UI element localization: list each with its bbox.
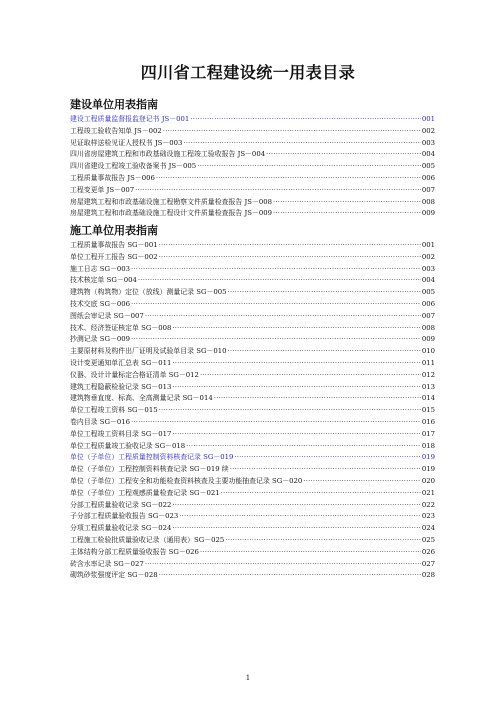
toc-entry-title: 仪器、设计计量标定合格证清单 SG－012 — [70, 370, 199, 379]
toc-entry-page: 001 — [421, 115, 435, 123]
toc-list-construction-unit — [70, 114, 435, 220]
toc-entry — [70, 488, 435, 500]
toc-entry-page: 018 — [421, 441, 435, 450]
toc-dot-leader — [145, 311, 421, 323]
toc-entry — [70, 370, 435, 382]
toc-dot-leader — [138, 275, 421, 287]
toc-entry-title: 四川省建设工程竣工验收备案书 JS－005 — [70, 162, 197, 171]
toc-entry — [70, 500, 435, 512]
toc-dot-leader — [214, 393, 421, 405]
toc-entry-page: 009 — [421, 209, 435, 218]
toc-dot-leader — [159, 405, 421, 417]
toc-entry-page: 008 — [421, 323, 435, 332]
toc-entry — [70, 185, 435, 197]
toc-entry-page: 002 — [421, 252, 435, 261]
toc-entry — [70, 208, 435, 220]
toc-dot-leader — [266, 149, 421, 161]
toc-entry — [70, 382, 435, 394]
toc-entry-title: 主体结构分部工程质量验收报告 SG－026 — [70, 547, 199, 556]
toc-entry — [70, 559, 435, 571]
toc-entry-page: 020 — [421, 476, 435, 485]
toc-entry-title: 子分部工程质量验收报告 SG－023 — [70, 512, 179, 521]
toc-entry-title: 单位（子单位）工程安全和功能检查资料核查及主要功能抽查记录 SG－020 — [70, 476, 303, 485]
toc-entry-title: 单位工程竣工资料 SG－015 — [70, 406, 158, 415]
toc-entry-title: 单位工程质量竣工验收记录 SG－018 — [70, 441, 186, 450]
toc-entry-title: 砖含水率记录 SG－027 — [70, 559, 144, 568]
toc-entry-title: 抄测记录 SG－009 — [70, 335, 131, 344]
toc-dot-leader — [131, 299, 421, 311]
toc-entry-title: 分项工程质量验收记录 SG－024 — [70, 524, 172, 533]
toc-entry-title: 卷内目录 SG－016 — [70, 417, 131, 426]
toc-entry-page: 001 — [421, 241, 435, 249]
toc-list-contractor-unit — [70, 240, 435, 582]
toc-entry — [70, 511, 435, 523]
section-heading-construction-unit: 建设单位用表指南 — [70, 98, 158, 111]
toc-entry-title: 建筑物垂直度、标高、全高测量记录 SG－014 — [70, 394, 213, 403]
toc-dot-leader — [156, 173, 421, 185]
toc-entry — [70, 393, 435, 405]
toc-dot-leader — [172, 382, 420, 394]
toc-dot-leader — [273, 197, 421, 209]
toc-entry-page: 021 — [421, 488, 435, 497]
toc-entry-page: 003 — [421, 264, 435, 273]
toc-entry — [70, 346, 435, 358]
toc-entry-title: 单位工程竣工资料目录 SG－017 — [70, 429, 172, 438]
toc-entry — [70, 405, 435, 417]
toc-entry-page: 005 — [421, 162, 435, 171]
toc-dot-leader — [197, 161, 421, 173]
toc-entry-page: 005 — [421, 288, 435, 297]
toc-entry-page: 004 — [421, 276, 435, 285]
toc-entry-title: 四川省房屋建筑工程和市政基础设施工程竣工验收报告 JS－004 — [70, 150, 266, 159]
toc-entry-page: 019 — [421, 465, 435, 474]
toc-dot-leader — [228, 287, 421, 299]
toc-dot-leader — [131, 264, 421, 276]
toc-entry — [70, 252, 435, 264]
toc-dot-leader — [230, 464, 421, 476]
toc-entry-title: 房屋建筑工程和市政基础设施工程设计文件质量检查报告 JS－009 — [70, 209, 272, 218]
toc-entry — [70, 464, 435, 476]
toc-entry-page: 011 — [421, 358, 435, 367]
toc-entry-title: 设计变更通知单汇总表 SG－011 — [70, 358, 172, 367]
toc-dot-leader — [186, 441, 421, 453]
toc-dot-leader — [172, 323, 420, 335]
toc-entry-page: 019 — [421, 453, 435, 462]
toc-dot-leader — [303, 476, 421, 488]
toc-dot-leader — [159, 570, 421, 582]
toc-entry-title: 技术、经济签证核定单 SG－008 — [70, 323, 172, 332]
toc-entry — [70, 358, 435, 370]
toc-entry — [70, 417, 435, 429]
toc-entry-title: 主要原材料及构件出厂证明及试验单目录 SG－010 — [70, 347, 227, 356]
toc-entry[interactable] — [70, 114, 435, 126]
toc-dot-leader — [234, 452, 420, 464]
toc-entry-title: 建筑工程隐蔽检验记录 SG－013 — [70, 382, 172, 391]
document-title: 四川省工程建设统一用表目录 — [140, 63, 356, 82]
toc-entry-page: 014 — [421, 394, 435, 403]
page-number: 1 — [245, 674, 251, 682]
toc-entry-title: 工程竣工验收告知单 JS－002 — [70, 126, 162, 135]
toc-entry-page: 025 — [421, 535, 435, 544]
toc-dot-leader — [179, 511, 421, 523]
toc-entry — [70, 311, 435, 323]
toc-entry-title: 分部工程质量验收记录 SG－022 — [70, 500, 172, 509]
toc-entry — [70, 173, 435, 185]
toc-entry-page: 007 — [421, 311, 435, 320]
toc-entry-page: 013 — [421, 382, 435, 391]
toc-entry-title: 房屋建筑工程和市政基础设施工程勘察文件质量检查报告 JS－008 — [70, 197, 272, 206]
toc-entry — [70, 570, 435, 582]
toc-dot-leader — [200, 547, 421, 559]
toc-entry-page: 002 — [421, 126, 435, 135]
toc-entry-page: 006 — [421, 299, 435, 308]
toc-dot-leader — [273, 208, 421, 220]
toc-entry — [70, 275, 435, 287]
toc-entry — [70, 334, 435, 346]
toc-entry — [70, 299, 435, 311]
toc-entry-title: 工程变更单 JS－007 — [70, 185, 135, 194]
toc-entry-page: 008 — [421, 197, 435, 206]
toc-dot-leader — [172, 358, 420, 370]
toc-entry-title: 单位（子单位）工程控制资料核查记录 SG－019 续 — [70, 465, 229, 474]
toc-entry-page: 023 — [421, 512, 435, 521]
toc-dot-leader — [131, 334, 421, 346]
toc-entry-page: 006 — [421, 173, 435, 182]
toc-dot-leader — [159, 252, 421, 264]
toc-entry — [70, 523, 435, 535]
toc-entry-title: 建筑物（构筑物）定位（放线）测量记录 SG－005 — [70, 288, 227, 297]
toc-entry-page: 024 — [421, 524, 435, 533]
toc-entry-title: 工程质量事故报告 JS－006 — [70, 173, 155, 182]
toc-entry-title: 建设工程质量监督报监登记书 JS－001 — [70, 115, 190, 123]
toc-entry-page: 016 — [421, 417, 435, 426]
toc-entry-page: 027 — [421, 559, 435, 568]
toc-dot-leader — [190, 114, 421, 126]
toc-entry-title: 技术核定单 SG－004 — [70, 276, 137, 285]
toc-entry — [70, 547, 435, 559]
toc-entry-title: 单位（子单位）工程观感质量检查记录 SG－021 — [70, 488, 220, 497]
toc-dot-leader — [163, 126, 421, 138]
toc-entry-title: 单位工程开工报告 SG－002 — [70, 252, 158, 261]
toc-entry — [70, 323, 435, 335]
toc-entry — [70, 535, 435, 547]
toc-entry-title: 施工日志 SG－003 — [70, 264, 131, 273]
toc-dot-leader — [172, 500, 420, 512]
toc-dot-leader — [159, 240, 421, 252]
toc-dot-leader — [145, 559, 421, 571]
toc-entry-page: 028 — [421, 571, 435, 580]
toc-entry-page: 010 — [421, 347, 435, 356]
toc-entry-title: 见证取样送检见证人授权书 JS－003 — [70, 138, 183, 147]
toc-entry-title: 砌筑砂浆强度评定 SG－028 — [70, 571, 158, 580]
toc-entry — [70, 287, 435, 299]
toc-entry[interactable] — [70, 452, 435, 464]
toc-dot-leader — [131, 417, 421, 429]
toc-entry — [70, 441, 435, 453]
toc-dot-leader — [135, 185, 421, 197]
toc-entry-page: 003 — [421, 138, 435, 147]
toc-dot-leader — [200, 370, 421, 382]
toc-entry-page: 012 — [421, 370, 435, 379]
toc-dot-leader — [228, 346, 421, 358]
toc-entry-title: 工程施工检验批质量验收记录（通用表）SG－025 — [70, 535, 225, 544]
toc-entry — [70, 138, 435, 150]
toc-entry — [70, 161, 435, 173]
toc-dot-leader — [221, 488, 421, 500]
toc-entry — [70, 197, 435, 209]
toc-entry-title: 技术交底 SG－006 — [70, 299, 131, 308]
toc-dot-leader — [183, 138, 420, 150]
toc-entry — [70, 429, 435, 441]
toc-entry-page: 009 — [421, 335, 435, 344]
toc-entry-page: 026 — [421, 547, 435, 556]
toc-entry-page: 022 — [421, 500, 435, 509]
toc-dot-leader — [172, 523, 420, 535]
toc-entry-title: 图纸会审记录 SG－007 — [70, 311, 144, 320]
section-heading-contractor-unit: 施工单位用表指南 — [70, 224, 158, 237]
toc-dot-leader — [225, 535, 421, 547]
toc-dot-leader — [172, 429, 420, 441]
toc-entry — [70, 240, 435, 252]
toc-entry — [70, 264, 435, 276]
toc-entry-title: 单位（子单位）工程质量控制资料核查记录 SG－019 — [70, 453, 234, 462]
toc-entry-page: 017 — [421, 429, 435, 438]
toc-entry-page: 015 — [421, 406, 435, 415]
toc-entry — [70, 126, 435, 138]
toc-entry-page: 007 — [421, 185, 435, 194]
toc-entry-page: 004 — [421, 150, 435, 159]
toc-entry-title: 工程质量事故报告 SG－001 — [70, 241, 158, 249]
toc-entry — [70, 476, 435, 488]
toc-entry — [70, 149, 435, 161]
